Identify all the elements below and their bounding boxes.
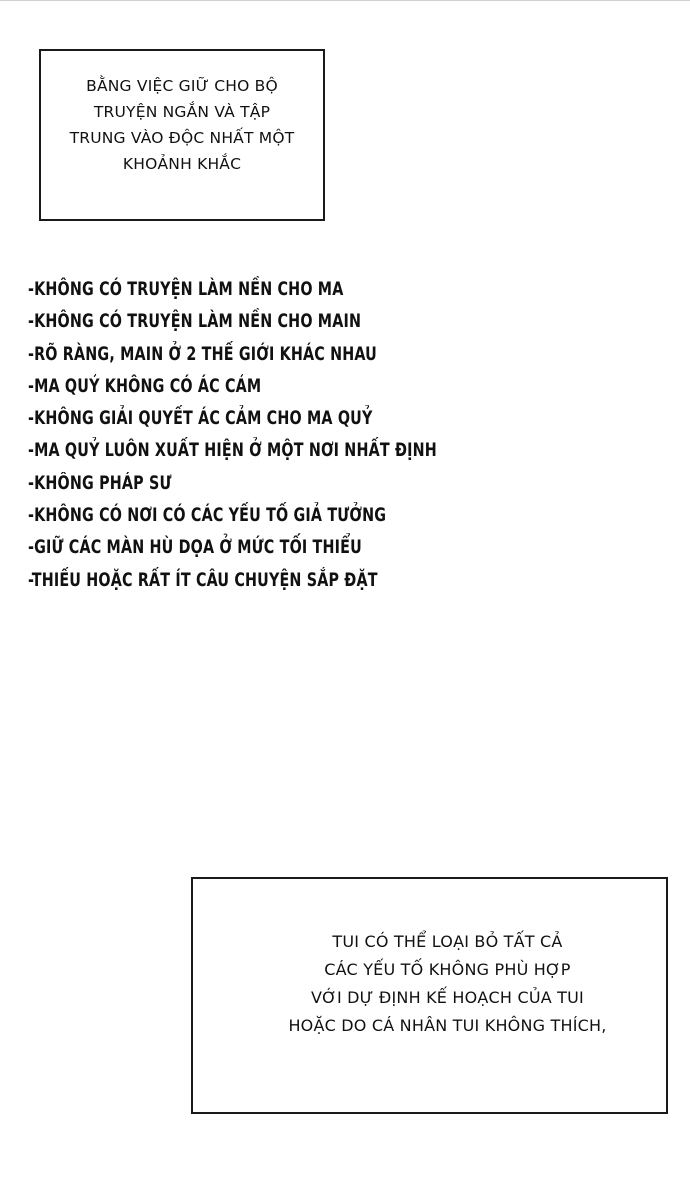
caption-bottom-line: VỚI DỰ ĐỊNH KẾ HOẠCH CỦA TUI — [311, 987, 584, 1007]
caption-top-line: KHOẢNH KHẮC — [122, 155, 242, 173]
list-item: -KHÔNG CÓ TRUYỆN LÀM NỀN CHO MA — [28, 279, 344, 300]
list-item: -THIẾU HOẶC RẤT ÍT CÂU CHUYỆN SẮP ĐẶT — [28, 569, 378, 591]
rules-list — [28, 274, 503, 597]
list-item: -GIỮ CÁC MÀN HÙ DỌA Ở MỨC TỐI THIỂU — [28, 537, 362, 559]
caption-bottom-line: CÁC YẾU TỐ KHÔNG PHÙ HỢP — [324, 959, 571, 979]
top-divider — [0, 0, 690, 1]
list-item: -KHÔNG PHÁP SƯ — [28, 472, 172, 494]
caption-box-bottom — [191, 877, 668, 1114]
list-item: -MA QUỶ KHÔNG CÓ ÁC CẢM — [28, 375, 262, 397]
list-item: -KHÔNG CÓ NƠI CÓ CÁC YẾU TỐ GIẢ TƯỞNG — [28, 505, 387, 527]
list-item: -RÕ RÀNG, MAIN Ở 2 THẾ GIỚI KHÁC NHAU — [28, 343, 377, 365]
caption-top-line: TRUYỆN NGẮN VÀ TẬP — [93, 103, 271, 121]
caption-bottom-line: TUI CÓ THỂ LOẠI BỎ TẤT CẢ — [332, 931, 563, 951]
caption-bottom-line: HOẶC DO CÁ NHÂN TUI KHÔNG THÍCH, — [288, 1015, 607, 1035]
list-item: -KHÔNG GIẢI QUYẾT ÁC CẢM CHO MA QUỶ — [28, 408, 373, 430]
caption-top-text — [70, 73, 295, 177]
list-item: -KHÔNG CÓ TRUYỆN LÀM NỀN CHO MAIN — [28, 311, 362, 333]
caption-top-line: BẰNG VIỆC GIỮ CHO BỘ — [86, 77, 278, 95]
caption-box-top — [39, 49, 325, 221]
caption-top-line: TRUNG VÀO ĐỘC NHẤT MỘT — [69, 129, 295, 147]
caption-bottom-text — [288, 928, 606, 1040]
list-item: -MA QUỶ LUÔN XUẤT HIỆN Ở MỘT NƠI NHẤT ĐỊNH — [28, 440, 437, 462]
